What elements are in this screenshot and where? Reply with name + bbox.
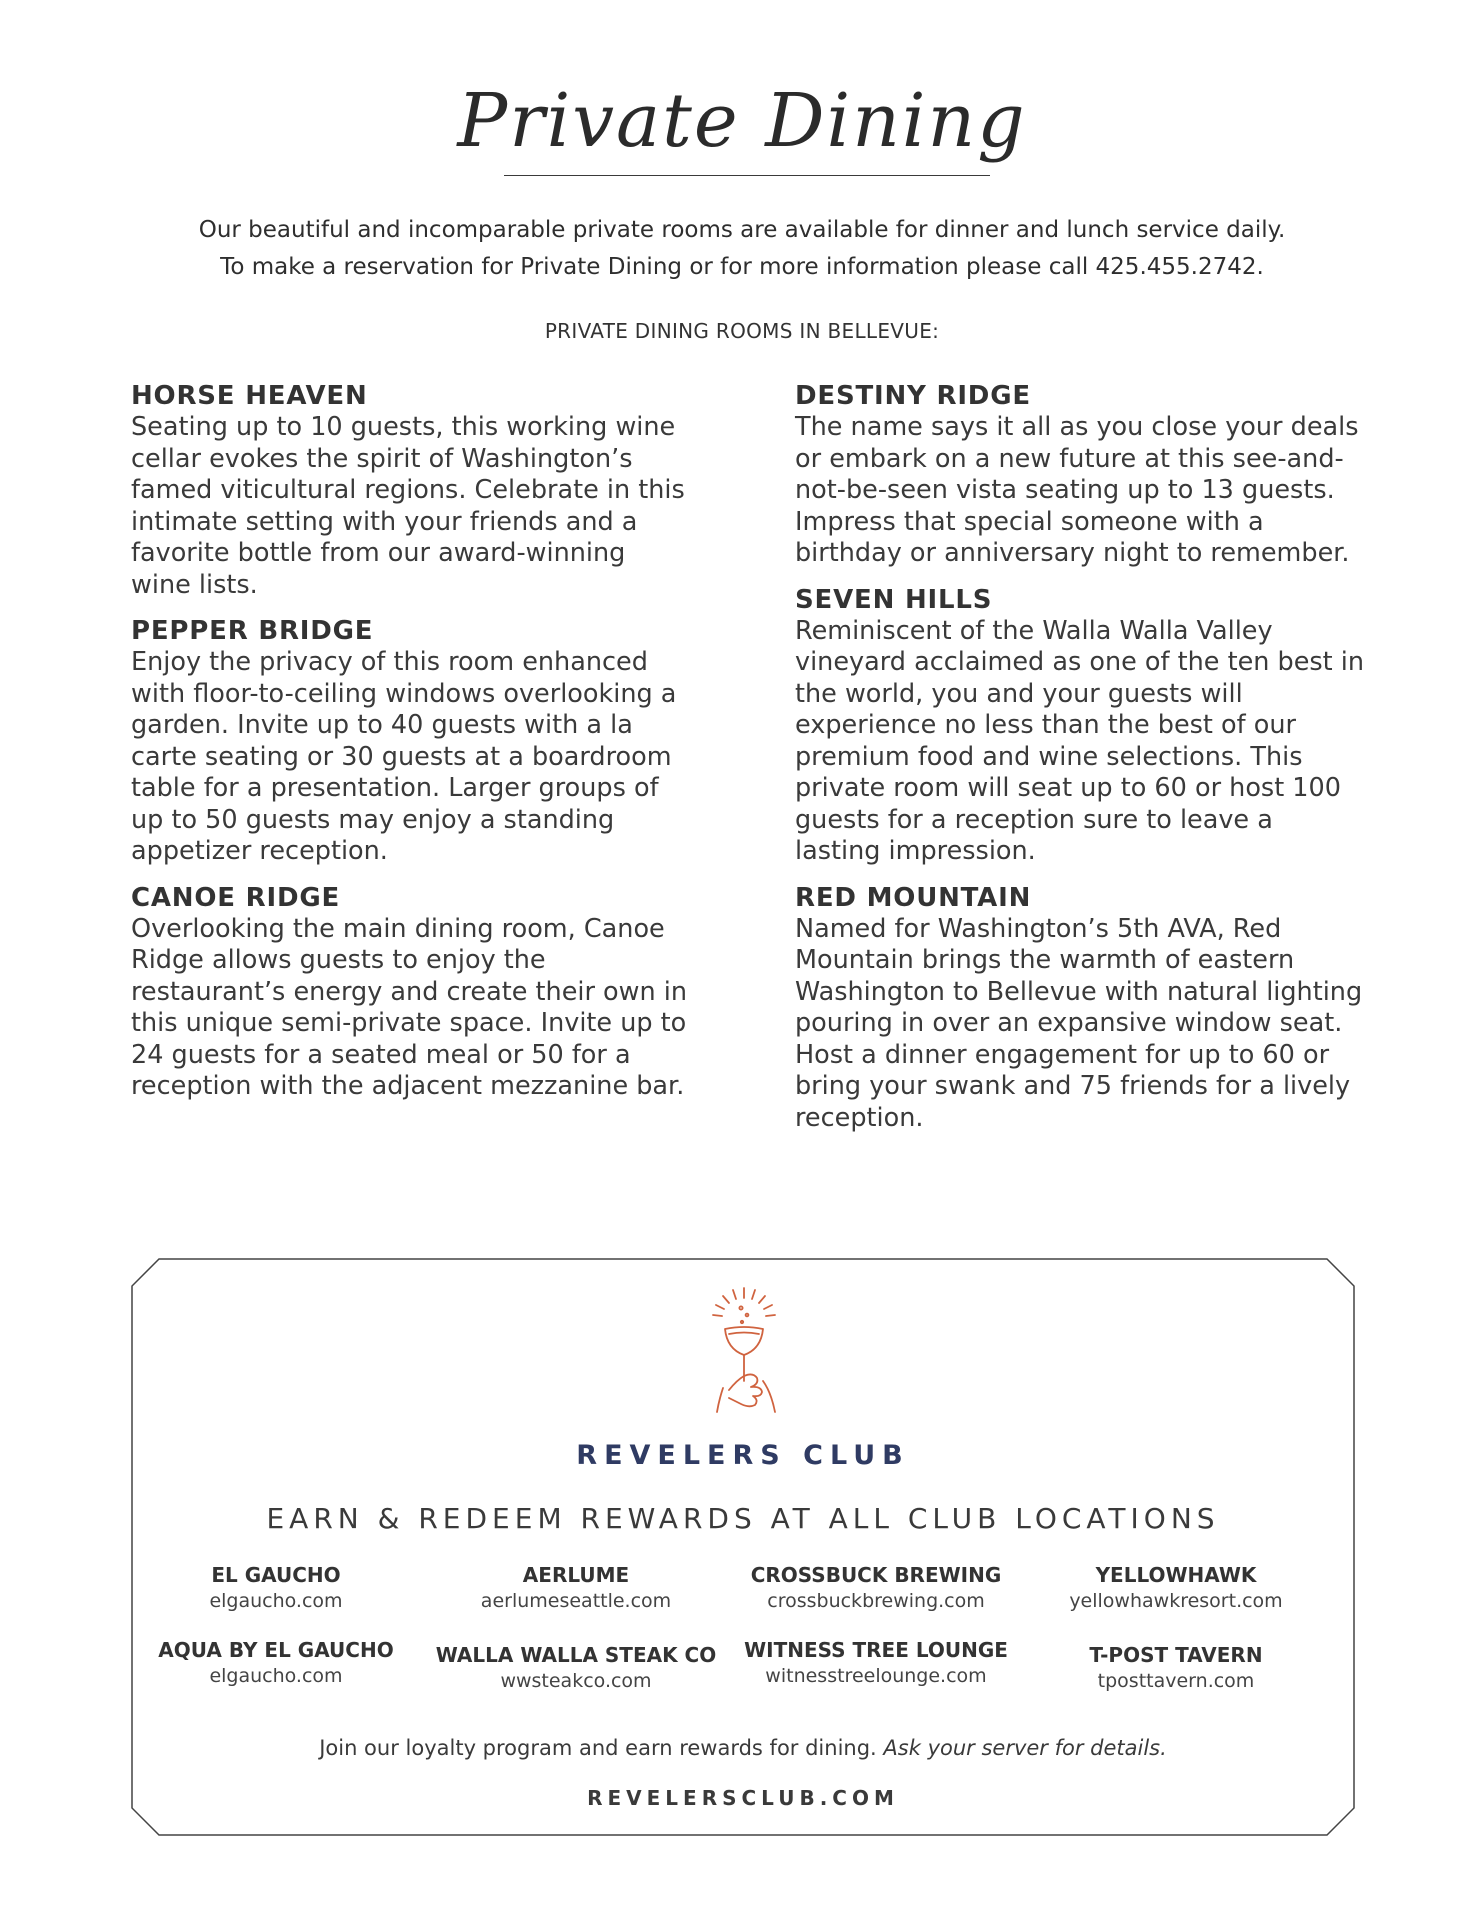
location-name: CROSSBUCK BREWING: [750, 1563, 1002, 1587]
location-url[interactable]: witnesstreelounge.com: [765, 1665, 987, 1687]
location-url[interactable]: yellowhawkresort.com: [1069, 1590, 1283, 1612]
location-name: WITNESS TREE LOUNGE: [744, 1638, 1008, 1662]
club-tagline: EARN & REDEEM REWARDS AT ALL CLUB LOCATIONS: [266, 1502, 1220, 1535]
location-name: WALLA WALLA STEAK CO: [435, 1643, 717, 1667]
location-name: EL GAUCHO: [211, 1563, 341, 1587]
room-name: RED MOUNTAIN: [795, 882, 1032, 913]
loyalty-note-italic: Ask your server for details.: [883, 1736, 1167, 1760]
location-aerlume: [431, 1562, 721, 1614]
location-url[interactable]: crossbuckbrewing.com: [767, 1590, 985, 1612]
loyalty-note: [131, 1736, 1355, 1760]
location-url[interactable]: tposttavern.com: [1097, 1670, 1255, 1692]
title-underline: [504, 175, 990, 176]
location-url[interactable]: elgaucho.com: [209, 1590, 343, 1612]
location-name: AQUA BY EL GAUCHO: [158, 1638, 394, 1662]
room-red-mountain: [795, 882, 1365, 1135]
club-website-link[interactable]: REVELERSCLUB.COM: [587, 1786, 899, 1810]
location-name: YELLOWHAWK: [1095, 1563, 1257, 1587]
location-aqua-by-el-gaucho: [131, 1637, 421, 1689]
intro-line-1: Our beautiful and incomparable private rooms are available for dinner and lunch service daily.: [198, 217, 1286, 243]
room-name: SEVEN HILLS: [795, 584, 993, 615]
room-description: Overlooking the main dining room, Canoe Ridge allows guests to enjoy the restaurant’s energy and create their own in this unique semi-private space. Invite up to 24 guests for a seated meal or 50 for a reception with the adjacent mezzanine bar.: [131, 913, 688, 1101]
page-title: Private Dining: [457, 78, 1027, 164]
intro-line-2: To make a reservation for Private Dining or for more information please call 425.455.2742.: [220, 254, 1264, 280]
location-el-gaucho: [131, 1562, 421, 1614]
location-yellowhawk: [1031, 1562, 1321, 1614]
room-canoe-ridge: [131, 882, 691, 1103]
intro-text: [0, 212, 1484, 286]
location-walla-walla-steak-co: [431, 1642, 721, 1694]
raised-glass-icon: [699, 1286, 789, 1416]
rooms-column-left: [131, 380, 691, 1117]
rooms-column-right: [795, 380, 1365, 1148]
location-crossbuck-brewing: [731, 1562, 1021, 1614]
room-pepper-bridge: [131, 615, 691, 868]
room-seven-hills: [795, 584, 1365, 868]
club-name: REVELERS CLUB: [576, 1440, 910, 1471]
room-description: Seating up to 10 guests, this working wine cellar evokes the spirit of Washington’s famed viticultural regions. Celebrate in this intimate setting with your friends and a favorite bottle from our award-winning wine lists.: [131, 412, 685, 600]
revelers-club-box: [131, 1258, 1355, 1836]
location-name: T-POST TAVERN: [1089, 1643, 1263, 1667]
location-url[interactable]: elgaucho.com: [209, 1665, 343, 1687]
room-horse-heaven: [131, 380, 691, 601]
room-description: Reminiscent of the Walla Walla Valley vineyard acclaimed as one of the ten best in the world, you and your guests will experience no less than the best of our premium food and wine selections. This private room will seat up to 60 or host 100 guests for a reception sure to leave a lasting impression.: [795, 615, 1365, 866]
room-description: Enjoy the privacy of this room enhanced with floor-to-ceiling windows overlooking a garden. Invite up to 40 guests with a la carte seating or 30 guests at a boardroom table for a presentation. Larger groups of up to 50 guests may enjoy a standing appetizer reception.: [131, 647, 677, 866]
location-url[interactable]: wwsteakco.com: [500, 1670, 652, 1692]
location-t-post-tavern: [1031, 1642, 1321, 1694]
room-description: The name says it all as you close your deals or embark on a new future at this see-and-not-be-seen vista seating up to 13 guests. Impress that special someone with a birthday or anniversary night to remember.: [795, 412, 1359, 568]
room-description: Named for Washington’s 5th AVA, Red Mountain brings the warmth of eastern Washington to Bellevue with natural lighting pouring in over an expansive window seat. Host a dinner engagement for up to 60 or bring your swank and 75 friends for a lively reception.: [795, 913, 1363, 1133]
location-witness-tree-lounge: [731, 1637, 1021, 1689]
room-name: DESTINY RIDGE: [795, 381, 1031, 411]
location-name: AERLUME: [522, 1563, 630, 1587]
room-name: PEPPER BRIDGE: [131, 616, 374, 646]
rooms-heading: PRIVATE DINING ROOMS IN BELLEVUE:: [544, 319, 940, 343]
room-name: HORSE HEAVEN: [131, 381, 368, 411]
loyalty-note-text: Join our loyalty program and earn rewards for dining.: [319, 1736, 877, 1760]
room-name: CANOE RIDGE: [131, 882, 341, 913]
room-destiny-ridge: [795, 380, 1365, 570]
location-url[interactable]: aerlumeseattle.com: [480, 1590, 672, 1612]
